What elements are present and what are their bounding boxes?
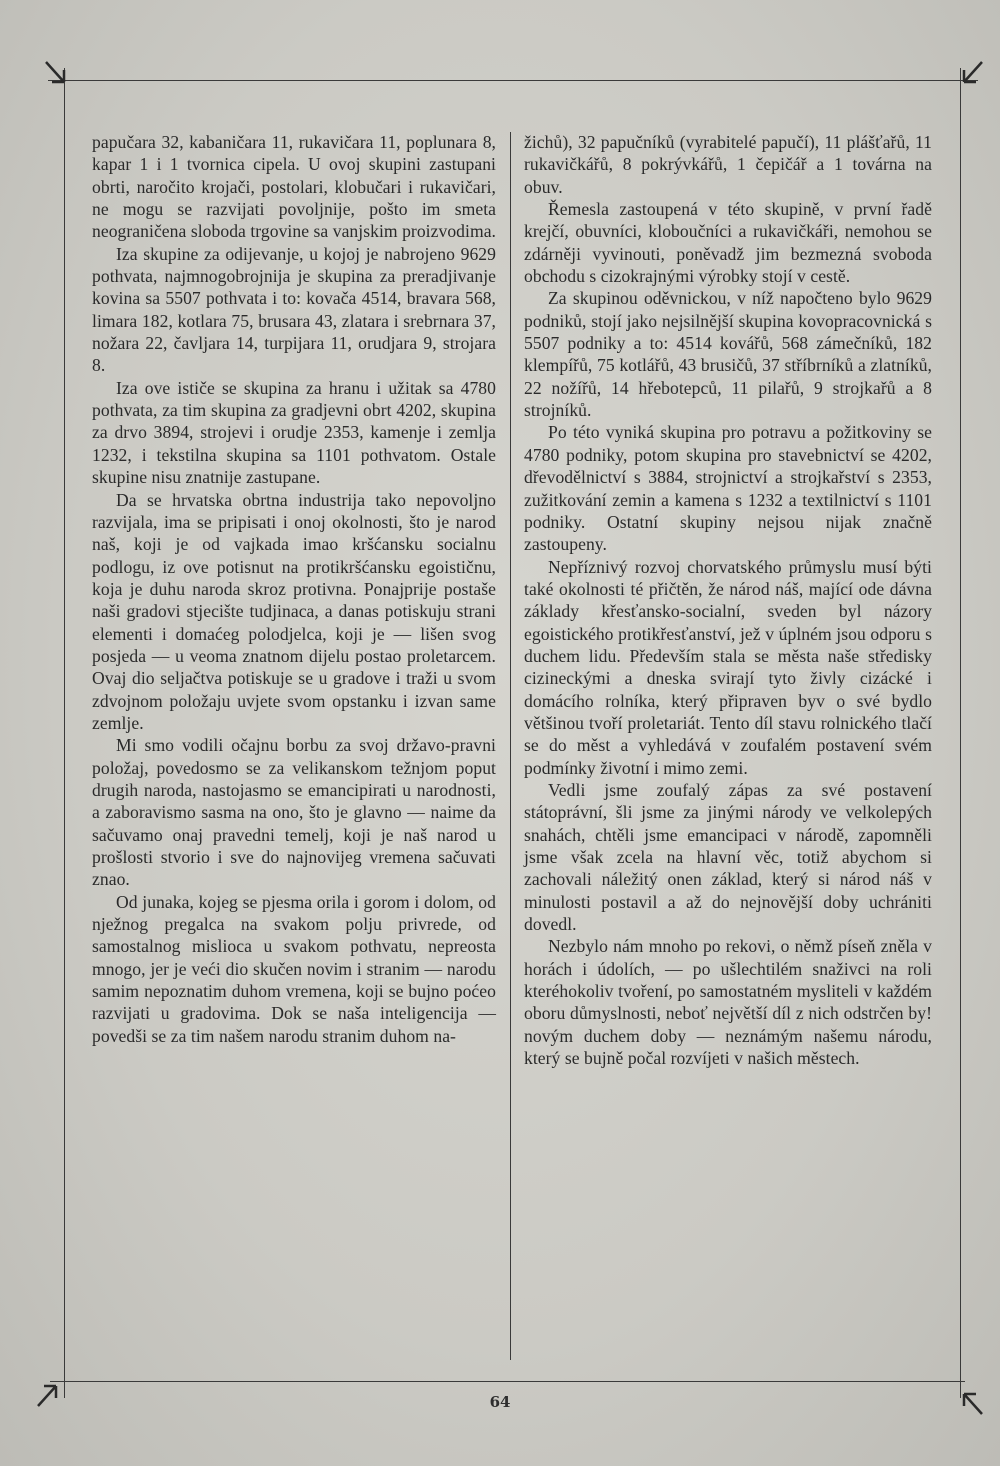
top-border-rule — [48, 80, 978, 81]
paragraph: Řemesla zastoupená v této skupině, v první řadě krejčí, obuvníci, kloboučníci a rukavičkáři, nemohou se zdárněji vyvinouti, poněvadž jim bezmezná svoboda obchodu s cizokrajnými výrobky stojí v cestě. — [524, 199, 932, 287]
column-divider-rule — [510, 132, 511, 1360]
bottom-border-rule — [50, 1381, 965, 1382]
paragraph: Od junaka, kojeg se pjesma orila i gorom i dolom, od nježnog pregalca na svakom polju privrede, od samostalnog mislioca u svakom pothvatu, nepreosta mnogo, jer je veći dio skučen novim i stranim — narodu samim nepoznatim duhom vremena, koji se bujno poćeo razvijati u gradovima. Dok se naša inteligencija — povedši se za tim našem narodu stranim duhom na- — [92, 891, 496, 1046]
paragraph: Vedli jsme zoufalý zápas za své postavení státoprávní, šli jsme za jinými národy ve velkolepých snahách, chtěli jsme emancipaci v národě, zapomněli jsme však zcela na hlavní věc, totiž abychom si zachovali náležitý onen základ, který si národ náš v minulosti postavil a až do nejnovější doby uchrániti dovedl. — [524, 779, 932, 935]
paragraph: Za skupinou oděvnickou, v níž napočteno bylo 9629 podniků, stojí jako nejsilnější skupina kovopracovnická s 5507 podniky a to: 4514 kovářů, 568 zámečníků, 182 klempířů, 75 kotlářů, 43 brusičů, 37 stříbrníků a zlatníků, 22 nožířů, 14 hřebotepců, 11 pilařů, 9 strojkařů a 8 strojníků. — [524, 288, 932, 421]
corner-mark-top-right-icon — [952, 58, 986, 92]
left-border-rule — [64, 68, 65, 1398]
page-number: 64 — [489, 1393, 511, 1411]
corner-mark-top-left-icon — [42, 58, 76, 92]
paragraph: papučara 32, kabaničara 11, rukavičara 11, poplunara 8, kapar 1 i 1 tvornica cipela. U ovoj skupini zastupani obrti, naročito krojači, postolari, klobučari i rukavičari, ne mogu se razvijati povoljnije, pošto im smeta neograničena sloboda trgovine sa vanjskim proizvodima. — [92, 132, 496, 242]
paragraph: žichů), 32 papučníků (vyrabitelé papučí), 11 plášťařů, 11 rukavičkářů, 8 pokrývkářů, 1 čepičář a 1 továrna na obuv. — [524, 132, 932, 197]
paragraph: Iza skupine za odijevanje, u kojoj je nabrojeno 9629 pothvata, najmnogobrojnija je skupina za preradjivanje kovina sa 5507 pothvata i to: kovača 4514, bravara 568, limara 182, kotlara 75, brusara 43, zlatara i srebrnara 37, nožara 22, čavljara 14, turpijara 11, orudjara 9, strojara 8. — [92, 243, 496, 376]
paragraph: Da se hrvatska obrtna industrija tako nepovoljno razvijala, ima se pripisati i onoj okolnosti, što je narod naš, koji je od vajkada imao kršćansku socialnu podlogu, iz ove potisnut na protikršćansku egoističnu, koja je duhu naroda skroz protivna. Ponajprije postaše naši gradovi stjecište tudjinaca, a danas potiskuju strani elementi i domaćeg polodjelca, koji je — lišen svog posjeda — u veoma znatnom dijelu postao proletarcem. Ovaj dio seljačtva potiskuje se u gradove i traži u svom zdvojnom položaju uvjete svom opstanku i izvan same zemlje. — [92, 489, 496, 733]
paragraph: Iza ove ističe se skupina za hranu i užitak sa 4780 pothvata, za tim skupina za gradjevni obrt 4202, skupina za drvo 3894, strojevi i orudje 2353, kamenje i zemlja 1232, i tekstilna skupina sa 1101 pothvatom. Ostale skupine nisu znatnije zastupane. — [92, 377, 496, 488]
right-border-rule — [960, 68, 961, 1398]
paragraph: Mi smo vodili očajnu borbu za svoj državo-pravni položaj, povedosmo se za velikanskom težnjom poput drugih naroda, nastojasmo se emancipirati u narodnosti, a zaboravismo sasma na ono, što je glavno — naime da sačuvamo onaj pravedni temelj, koji je naš narod u prošlosti stvorio i sve do najnovijeg vremena sačuvati znao. — [92, 735, 496, 890]
right-column-czech — [524, 131, 932, 1069]
paragraph: Po této vyniká skupina pro potravu a požitkoviny se 4780 podniky, potom skupina pro stavebnictví se 4202, dřevodělnictví s 3884, strojnictví a strojkařství s 2353, zužitkování zemin a kamena s 1232 a textilnictví s 1101 podniky. Ostatní skupiny nejsou nijak značně zastoupeny. — [524, 422, 932, 555]
paragraph: Nezbylo nám mnoho po rekovi, o němž píseň zněla v horách i údolích, — po ušlechtilém snaživci na roli kteréhokoliv tvoření, po samostatném mysliteli v každém oboru důmyslnosti, neboť největší díl z nich odstrčen by! novým duchem doby — neznámým našemu národu, který se bujně počal rozvíjeti v našich městech. — [524, 936, 932, 1069]
paragraph: Nepříznivý rozvoj chorvatského průmyslu musí býti také okolnosti té přičtěn, že národ náš, mající ode dávna základy křesťansko-socialní, sveden byl názory egoistického protikřesťanství, jež v úplném jsou odporu s duchem lidu. Především stala se města naše středisky cizineckými a dneska svirají tyto živly cizácké i domácího rolníka, který připraven byv o své bydlo většinou tvoří proletariát. Tento díl stavu rolnického tlačí se do měst a vyhledává v zoufalém postavení svém podmínky životní i mimo zemi. — [524, 556, 932, 778]
left-column-croatian — [92, 131, 496, 1047]
